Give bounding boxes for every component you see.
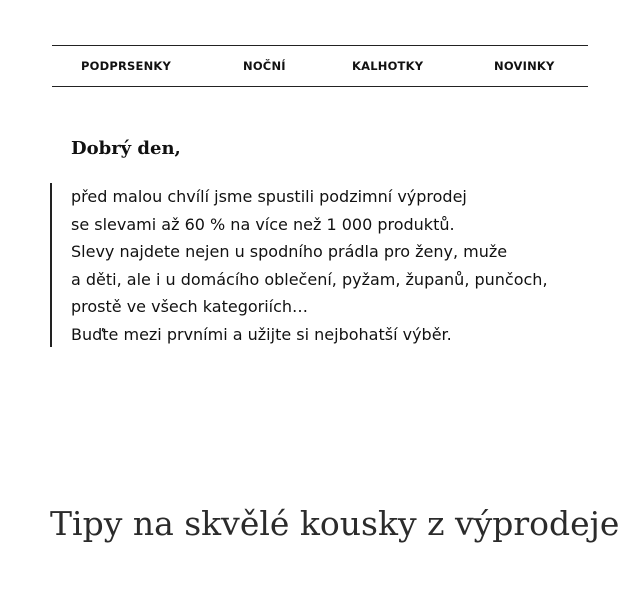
intro-quote-block — [50, 183, 592, 347]
nav-link-kalhotky[interactable]: KALHOTKY — [352, 59, 424, 73]
nav-link-novinky[interactable]: NOVINKY — [494, 59, 555, 73]
intro-line: Slevy najdete nejen u spodního prádla pro ženy, muže — [71, 242, 508, 261]
intro-text — [52, 183, 592, 348]
nav-link-podprsenky[interactable]: PODPRSENKY — [81, 59, 172, 73]
category-nav — [52, 45, 588, 87]
intro-line: Buďte mezi prvními a užijte si nejbohatší výběr. — [71, 324, 452, 344]
section-title: Tipy na skvělé kousky z výprodeje — [50, 504, 620, 543]
greeting-heading: Dobrý den, — [71, 138, 181, 159]
intro-line: se slevami až 60 % na více než 1 000 produktů. — [71, 214, 455, 234]
nav-link-nocni[interactable]: NOČNÍ — [243, 59, 286, 73]
intro-line: prostě ve všech kategoriích… — [71, 297, 309, 316]
intro-line: a děti, ale i u domácího oblečení, pyžam, županů, punčoch, — [71, 269, 548, 289]
intro-line: před malou chvílí jsme spustili podzimní výprodej — [71, 187, 467, 206]
